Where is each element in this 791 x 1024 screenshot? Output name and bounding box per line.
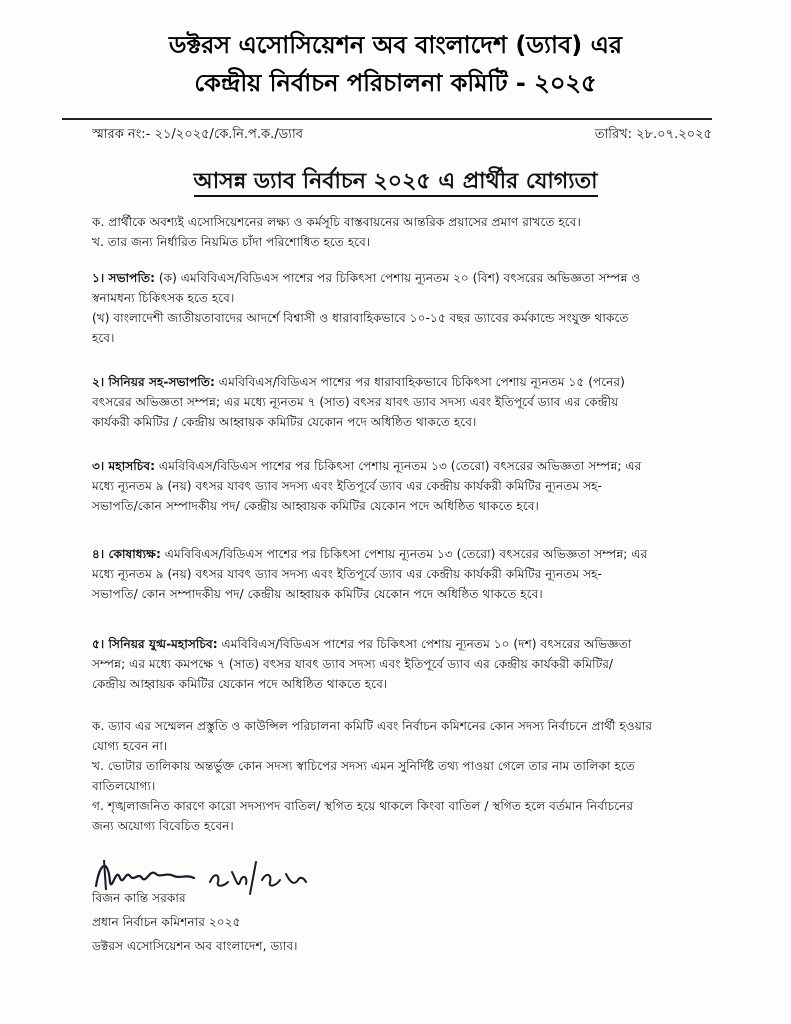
header-divider — [62, 118, 712, 120]
memo-date: তারিখ: ২৮.০৭.২০২৫ — [594, 127, 712, 142]
note-line: ক. ড্যাব এর সম্মেলন প্রস্তুতি ও কাউন্সিল পরিচালনা কমিটি এবং নির্বাচন কমিশনের কোন সদস্য নির্বাচনে প্রার্থী হওয়ার — [92, 719, 653, 733]
note-line: বাতিলযোগ্য। — [92, 779, 156, 793]
document-title-text: আসন্ন ড্যাব নির্বাচন ২০২৫ এ প্রার্থীর যোগ্যতা — [194, 169, 598, 197]
section-line: মধ্যে ন্যূনতম ৯ (নয়) বৎসর যাবৎ ড্যাব সদস্য এবং ইতিপূর্বে ড্যাব এর কেন্দ্রীয় কার্যকরী কমিটির ন্যূনতম সহ- — [92, 479, 602, 493]
section-text: এমবিবিএস/বিডিএস পাশের পর ধারাবাহিকভাবে চিকিৎসা পেশায় ন্যূনতম ১৫ (পনের) — [214, 375, 625, 389]
org-header-line1: ডক্টরস এসোসিয়েশন অব বাংলাদেশ (ড্যাব) এর — [168, 31, 623, 59]
section-heading: কোষাধ্যক্ষ: — [108, 547, 161, 561]
note-line: জন্য অযোগ্য বিবেচিত হবেন। — [92, 819, 234, 833]
intro-conditions — [92, 212, 718, 252]
section-secretary-general — [92, 456, 718, 516]
signatory-name: বিজন কান্তি সরকার — [92, 891, 186, 905]
section-number: ২। — [92, 375, 109, 389]
section-line: কার্যকরী কমিটির / কেন্দ্রীয় আহ্বায়ক কমিটির যেকোন পদে অধিষ্ঠিত থাকতে হবে। — [92, 415, 477, 429]
section-text: এমবিবিএস/বিডিএস পাশের পর চিকিৎসা পেশায় ন্যূনতম ১৩ (তেরো) বৎসরের অভিজ্ঞতা সম্পন্ন; এর — [155, 459, 642, 473]
section-line: মধ্যে ন্যূনতম ৯ (নয়) বৎসর যাবৎ ড্যাব সদস্য এবং ইতিপূর্বে ড্যাব এর কেন্দ্রীয় কার্যকরী কমিটির ন্যূনতম সহ- — [92, 567, 602, 581]
section-text: এমবিবিএস/বিডিএস পাশের পর চিকিৎসা পেশায় ন্যূনতম ১০ (দশ) বৎসরের অভিজ্ঞতা — [217, 637, 632, 651]
section-heading: সিনিয়র সহ-সভাপতি: — [108, 375, 215, 389]
section-line: সভাপতি/কোন সম্পাদকীয় পদ/ কেন্দ্রীয় আহ্বায়ক কমিটির যেকোন পদে অধিষ্ঠিত থাকতে হবে। — [92, 499, 539, 513]
signatory-organization: ডক্টরস এসোসিয়েশন অব বাংলাদেশ, ড্যাব। — [92, 939, 298, 953]
signatory-title: প্রধান নির্বাচন কমিশনার ২০২৫ — [92, 915, 241, 929]
note-line: খ. ভোটার তালিকায় অন্তর্ভুক্ত কোন সদস্য স্বাচিপের সদস্য এমন সুনির্দিষ্ট তথ্য পাওয়া গেলে তার নাম তালিকা হতে — [92, 759, 635, 773]
section-line — [92, 544, 718, 564]
section-number: ৩। — [92, 459, 109, 473]
section-number: ৫। — [92, 637, 109, 651]
section-line: হবে। — [92, 331, 115, 345]
intro-item: খ. তার জন্য নির্ধারিত নিয়মিত চাঁদা পরিশোধিত হতে হবে। — [92, 235, 371, 249]
section-line: বৎসরের অভিজ্ঞতা সম্পন্ন; এর মধ্যে ন্যূনতম ৭ (সাত) বৎসর যাবৎ ড্যাব সদস্য এবং ইতিপূর্বে ড্যাব এর কেন্দ্রীয় — [92, 395, 619, 409]
section-line: সম্পন্ন; এর মধ্যে কমপক্ষে ৭ (সাত) বৎসর যাবৎ ড্যাব সদস্য এবং ইতিপূর্বে ড্যাব এর কেন্দ্রীয় কার্যকরী কমিটির/ — [92, 657, 614, 671]
section-heading: সিনিয়র যুগ্ম-মহাসচিব: — [108, 637, 218, 651]
note-line: গ. শৃঙ্খলাজনিত কারণে কারো সদস্যপদ বাতিল/ স্থগিত হয়ে থাকলে কিংবা বাতিল / স্থগিত হলে বর্তমান নির্বাচনের — [92, 799, 634, 813]
section-line — [92, 634, 718, 654]
section-line: কেন্দ্রীয় আহ্বায়ক কমিটির যেকোন পদে অধিষ্ঠিত থাকতে হবে। — [92, 677, 388, 691]
section-heading: মহাসচিব: — [108, 459, 156, 473]
memo-reference: স্মারক নং:- ২১/২০২৫/কে.নি.প.ক./ড্যাব — [92, 127, 303, 142]
section-text: (ক) এমবিবিএস/বিডিএস পাশের পর চিকিৎসা পেশায় ন্যূনতম ২০ (বিশ) বৎসরের অভিজ্ঞতা সম্পন্ন ও — [154, 271, 641, 285]
section-treasurer — [92, 544, 718, 604]
section-number: ৪। — [92, 547, 109, 561]
section-heading: সভাপতি: — [108, 271, 155, 285]
section-line: সভাপতি/ কোন সম্পাদকীয় পদ/ কেন্দ্রীয় আহ্বায়ক কমিটির যেকোন পদে অধিষ্ঠিত থাকতে হবে। — [92, 587, 543, 601]
section-line: স্বনামধন্য চিকিৎসক হতে হবে। — [92, 291, 235, 305]
section-line — [92, 372, 718, 392]
note-line: যোগ্য হবেন না। — [92, 739, 168, 753]
section-line: (খ) বাংলাদেশী জাতীয়তাবাদের আদর্শে বিশ্বাসী ও ধারাবাহিকভাবে ১০-১৫ বছর ড্যাবের কর্মকান্ডে সংযুক্ত থাকতে — [92, 311, 629, 325]
section-senior-joint-secretary — [92, 634, 718, 694]
section-line — [92, 268, 718, 288]
section-senior-vice-president — [92, 372, 718, 432]
document-title — [0, 168, 791, 196]
intro-item: ক. প্রার্থীকে অবশ্যই এসোসিয়েশনের লক্ষ্য ও কর্মসূচি বাস্তবায়নের আন্তরিক প্রয়াসের প্রমাণ রাখতে হবে। — [92, 215, 581, 229]
org-header-line2: কেন্দ্রীয় নির্বাচন পরিচালনা কমিটি - ২০২৫ — [194, 69, 597, 97]
section-line — [92, 456, 718, 476]
general-notes — [92, 716, 718, 836]
section-number: ১। — [92, 271, 109, 285]
section-president — [92, 268, 718, 348]
section-text: এমবিবিএস/বিডিএস পাশের পর চিকিৎসা পেশায় ন্যূনতম ১৩ (তেরো) বৎসরের অভিজ্ঞতা সম্পন্ন; এর — [160, 547, 648, 561]
